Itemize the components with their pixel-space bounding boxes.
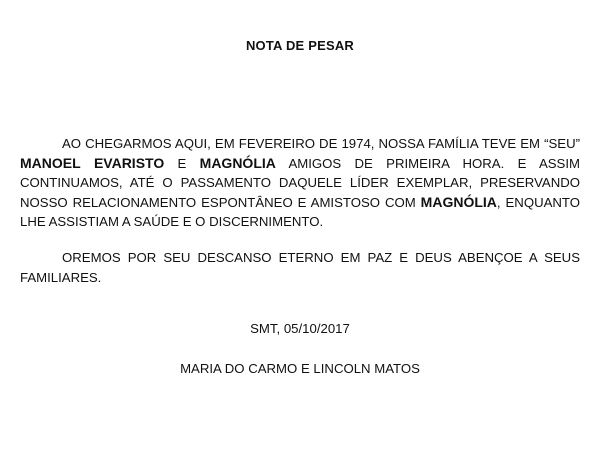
paragraph-text: AMIGOS DE PRIMEIRA HORA. E ASSIM CONTINUAMOS, ATÉ O PASSAMENTO DAQUELE LÍDER EXEMPLAR, PRESERVANDO NOSSO RELACIONAMENTO ESPONTÂNEO E AMISTOSO COM [20, 155, 580, 210]
paragraph-text: E [177, 155, 187, 171]
signature-line: MARIA DO CARMO E LINCOLN MATOS [180, 361, 420, 376]
date-line: SMT, 05/10/2017 [250, 321, 350, 336]
name-magnolia: MAGNÓLIA [420, 193, 497, 210]
paragraph-tribute [20, 134, 580, 232]
paragraph-text: , ENQUANTO LHE ASSISTIAM A SAÚDE E O DISCERNIMENTO. [20, 194, 580, 229]
name-manoel-evaristo: MANOEL EVARISTO [20, 154, 165, 171]
paragraph-text: AO CHEGARMOS AQUI, EM FEVEREIRO DE 1974, NOSSA FAMÍLIA TEVE EM “SEU” [62, 136, 580, 151]
paragraph-prayer [20, 248, 580, 287]
name-magnolia: MAGNÓLIA [199, 154, 276, 171]
paragraph-text: OREMOS POR SEU DESCANSO ETERNO EM PAZ E DEUS ABENÇOE A SEUS FAMILIARES. [20, 250, 580, 285]
document-title: NOTA DE PESAR [245, 38, 355, 53]
